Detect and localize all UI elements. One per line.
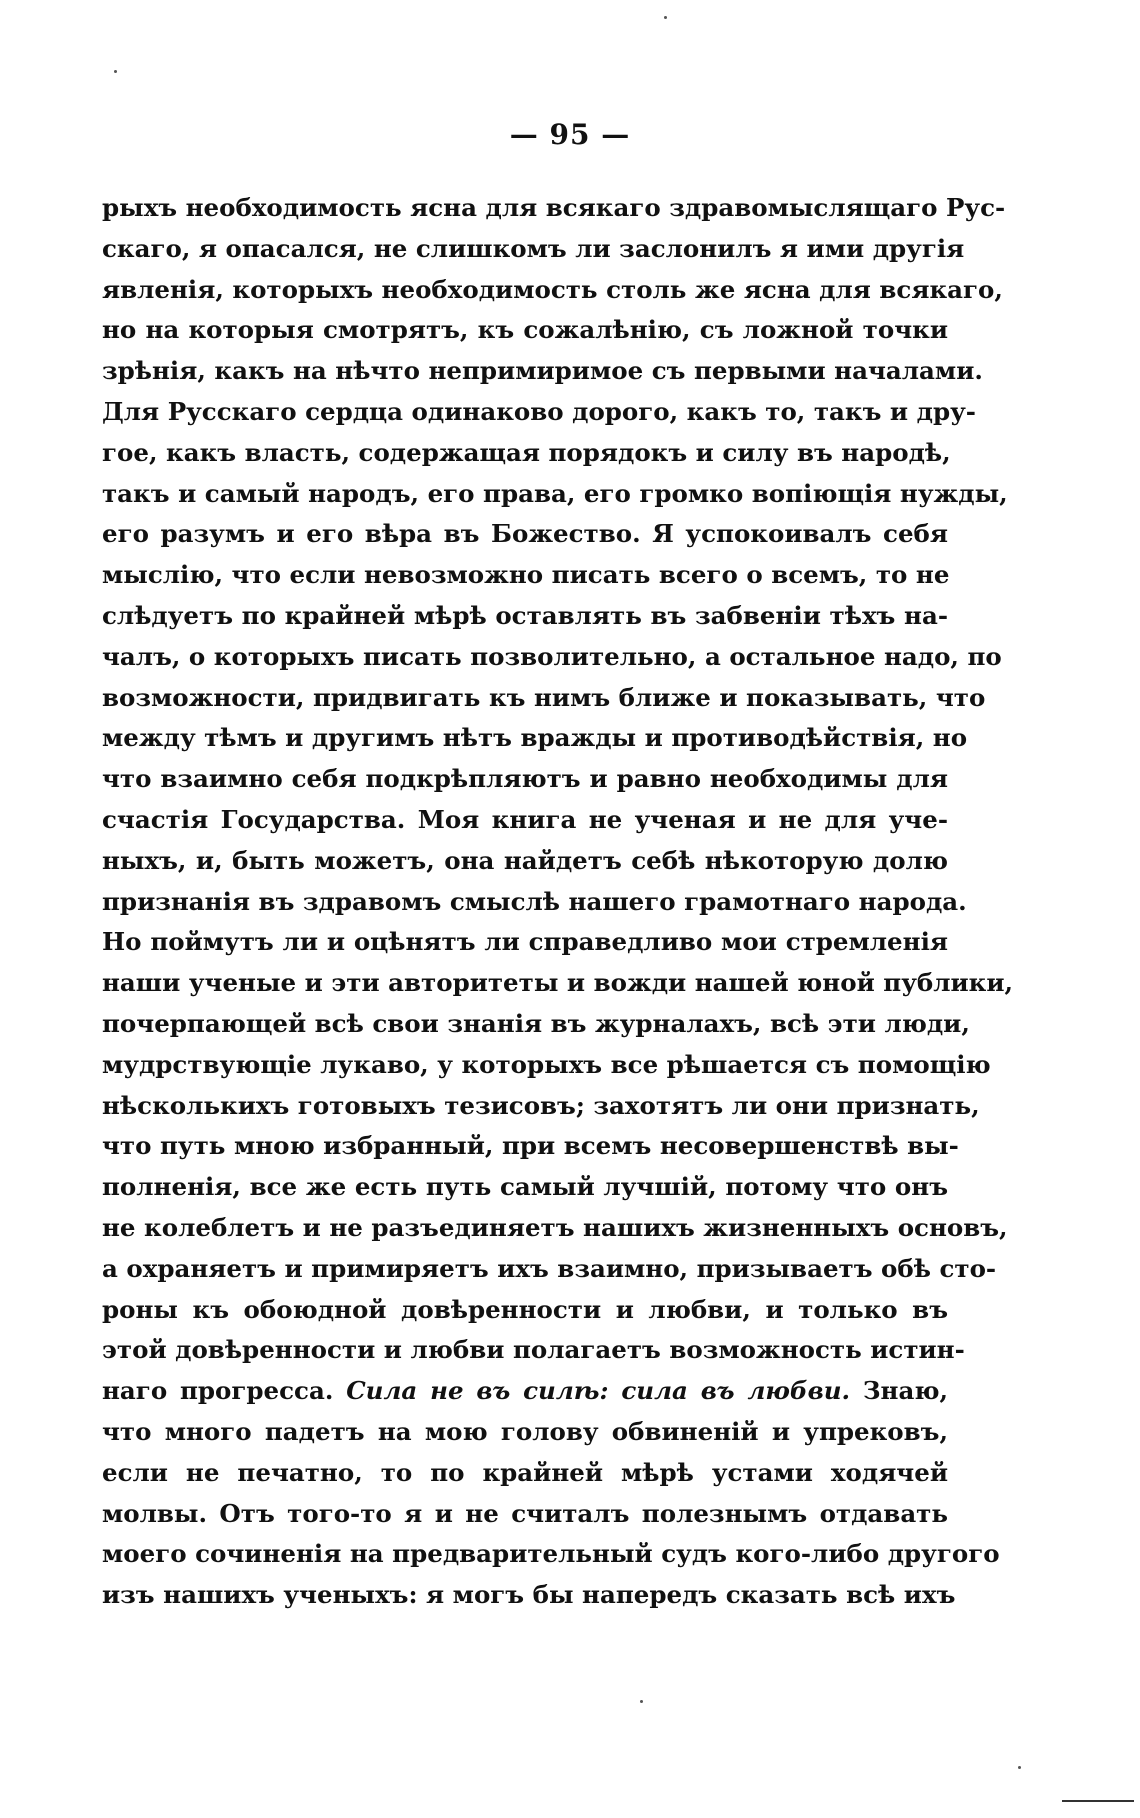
text-line: рыхъ необходимость ясна для всякаго здравомыслящаго Рус- xyxy=(102,193,1006,222)
text-line: почерпающей всѣ свои знанія въ журналахъ, всѣ эти люди, xyxy=(102,1008,970,1038)
page-number: — 95 — xyxy=(509,118,631,151)
footer-rule xyxy=(1062,1800,1134,1802)
text-line: что много падетъ на мою голову обвиненій и упрековъ, xyxy=(102,1416,948,1446)
text-line: слѣдуетъ по крайней мѣрѣ оставлять въ забвеніи тѣхъ на- xyxy=(102,600,948,630)
text-line: возможности, придвигать къ нимъ ближе и показывать, что xyxy=(102,682,986,712)
text-line: моего сочиненія на предварительный судъ кого-либо другого xyxy=(102,1539,1000,1569)
text-line: мыслію, что если невозможно писать всего о всемъ, то не xyxy=(102,560,950,590)
text-line: явленія, которыхъ необходимость столь же ясна для всякаго, xyxy=(102,274,1003,304)
text-line: счастія Государства. Моя книга не ученая и не для уче- xyxy=(102,804,948,834)
text-line: изъ нашихъ ученыхъ: я могъ бы напередъ сказать всѣ ихъ xyxy=(102,1580,956,1610)
text-line: полненія, все же есть путь самый лучшій, потому что онъ xyxy=(102,1172,948,1202)
text-line: скаго, я опасался, не слишкомъ ли заслонилъ я ими другія xyxy=(102,233,965,263)
text-line: признанія въ здравомъ смыслѣ нашего грамотнаго народа. xyxy=(102,886,967,916)
text-line: этой довѣренности и любви полагаетъ возможность истин- xyxy=(102,1335,965,1365)
text-line: чалъ, о которыхъ писать позволительно, а остальное надо, по xyxy=(102,641,1002,671)
text-line: мудрствующіе лукаво, у которыхъ все рѣшается съ помощію xyxy=(102,1049,991,1079)
text-line: гое, какъ власть, содержащая порядокъ и силу въ народѣ, xyxy=(102,437,951,467)
text-line: его разумъ и его вѣра въ Божество. Я успокоивалъ себя xyxy=(102,519,948,549)
text-line: что взаимно себя подкрѣпляютъ и равно необходимы для xyxy=(102,764,948,794)
text-line: нѣсколькихъ готовыхъ тезисовъ; захотятъ ли они признать, xyxy=(102,1090,980,1120)
text-line xyxy=(102,1371,948,1412)
text-line: Для Русскаго сердца одинаково дорого, какъ то, такъ и дру- xyxy=(102,396,976,426)
text-line: что путь мною избранный, при всемъ несовершенствѣ вы- xyxy=(102,1131,959,1161)
text-line: ныхъ, и, быть можетъ, она найдетъ себѣ нѣкоторую долю xyxy=(102,845,948,875)
text-line: если не печатно, то по крайней мѣрѣ устами ходячей xyxy=(102,1457,948,1487)
text-line: наши ученые и эти авторитеты и вожди нашей юной публики, xyxy=(102,968,1014,998)
text-line: зрѣнія, какъ на нѣчто непримиримое съ первыми началами. xyxy=(102,356,983,386)
text-line: не колеблетъ и не разъединяетъ нашихъ жизненныхъ основъ, xyxy=(102,1212,1008,1242)
print-speck xyxy=(114,70,117,73)
text-line: такъ и самый народъ, его права, его громко вопіющія нужды, xyxy=(102,478,1008,508)
print-speck xyxy=(1018,1766,1021,1769)
text-line-segment: наго прогресса. xyxy=(102,1376,347,1406)
text-line: роны къ обоюдной довѣренности и любви, и только въ xyxy=(102,1294,948,1324)
italic-quote: Сила не въ силѣ: сила въ любви. xyxy=(346,1376,851,1406)
print-speck xyxy=(640,1700,643,1703)
text-line-segment: Знаю, xyxy=(850,1376,948,1406)
text-line: а охраняетъ и примиряетъ ихъ взаимно, призываетъ обѣ сто- xyxy=(102,1253,997,1283)
print-speck xyxy=(664,16,667,19)
body-text xyxy=(102,188,1014,1616)
text-line: молвы. Отъ того-то я и не считалъ полезнымъ отдавать xyxy=(102,1498,948,1528)
text-line: Но поймутъ ли и оцѣнятъ ли справедливо мои стремленія xyxy=(102,927,948,957)
text-line: между тѣмъ и другимъ нѣтъ вражды и противодѣйствія, но xyxy=(102,723,968,753)
text-line: но на которыя смотрятъ, къ сожалѣнію, съ ложной точки xyxy=(102,315,948,345)
